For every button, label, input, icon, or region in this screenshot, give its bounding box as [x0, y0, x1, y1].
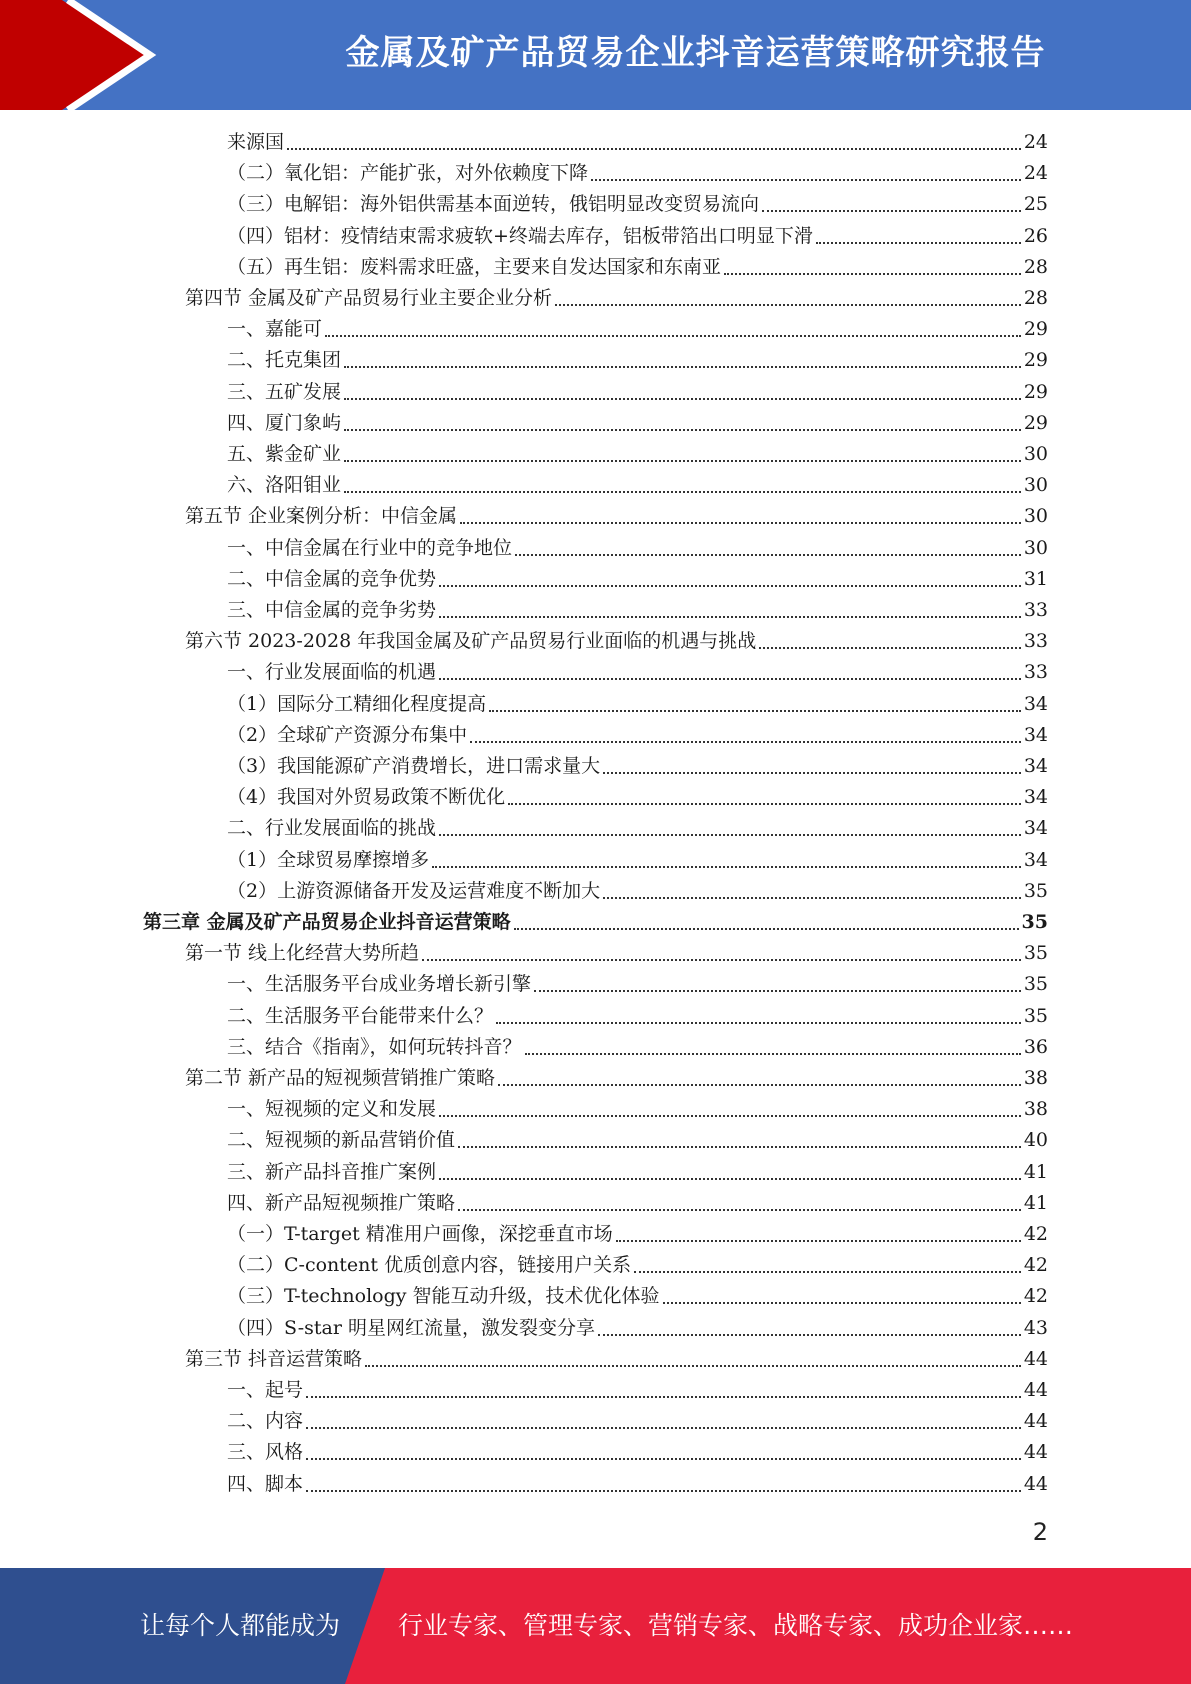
toc-entry-page: 36 — [1023, 1035, 1048, 1058]
toc-entry-page: 34 — [1023, 692, 1048, 715]
toc-leader-dots — [365, 1365, 1021, 1367]
toc-leader-dots — [344, 366, 1021, 368]
toc-entry[interactable] — [227, 876, 1048, 907]
toc-entry-page: 42 — [1023, 1285, 1048, 1308]
toc-entry-page: 43 — [1023, 1316, 1048, 1339]
toc-entry-label: 二、短视频的新品营销价值 — [227, 1129, 456, 1152]
toc-leader-dots — [458, 1146, 1021, 1148]
toc-leader-dots — [759, 647, 1021, 649]
toc-entry-page: 35 — [1021, 911, 1048, 933]
toc-entry-page: 44 — [1023, 1379, 1048, 1401]
toc-leader-dots — [603, 772, 1021, 774]
toc-entry[interactable] — [227, 1032, 1048, 1063]
toc-entry-page: 44 — [1023, 1347, 1048, 1370]
toc-leader-dots — [816, 242, 1021, 244]
toc-entry[interactable] — [227, 377, 1048, 408]
toc-entry-label: 五、紫金矿业 — [227, 443, 342, 465]
toc-leader-dots — [762, 210, 1021, 212]
toc-entry-page: 34 — [1023, 786, 1048, 809]
toc-entry[interactable] — [227, 1125, 1048, 1156]
toc-entry[interactable] — [227, 1001, 1048, 1032]
toc-entry[interactable] — [185, 626, 1048, 657]
toc-entry-label: 第六节 2023-2028 年我国金属及矿产品贸易行业面临的机遇与挑战 — [185, 630, 757, 653]
toc-entry-label: 一、起号 — [227, 1379, 304, 1401]
toc-entry-label: （二）C-content 优质创意内容，链接用户关系 — [227, 1254, 632, 1277]
toc-entry-page: 35 — [1023, 1004, 1048, 1027]
toc-leader-dots — [344, 429, 1021, 431]
toc-entry-page: 29 — [1023, 380, 1048, 403]
toc-entry-label: 二、行业发展面临的挑战 — [227, 817, 437, 840]
toc-entry-page: 38 — [1023, 1098, 1048, 1121]
toc-entry[interactable] — [227, 345, 1048, 376]
toc-leader-dots — [344, 491, 1021, 493]
toc-entry[interactable] — [185, 1344, 1048, 1375]
toc-entry-label: （五）再生铝：废料需求旺盛，主要来自发达国家和东南亚 — [227, 255, 722, 278]
toc-entry[interactable] — [227, 127, 1048, 158]
toc-leader-dots — [439, 834, 1021, 836]
toc-entry-label: 三、中信金属的竞争劣势 — [227, 599, 437, 621]
toc-entry-page: 30 — [1023, 443, 1048, 465]
toc-entry-page: 40 — [1023, 1129, 1048, 1152]
toc-entry-page: 41 — [1023, 1160, 1048, 1183]
toc-entry-label: 三、结合《指南》，如何玩转抖音？ — [227, 1035, 522, 1058]
toc-entry-label: 一、嘉能可 — [227, 318, 323, 341]
toc-entry-page: 28 — [1023, 255, 1048, 278]
document-title: 金属及矿产品贸易企业抖音运营策略研究报告 — [345, 33, 1046, 73]
toc-entry-label: （1）国际分工精细化程度提高 — [227, 692, 487, 715]
toc-entry[interactable] — [227, 751, 1048, 782]
toc-leader-dots — [496, 1022, 1021, 1024]
toc-entry-page: 30 — [1023, 505, 1048, 528]
toc-entry-label: 第一节 线上化经营大势所趋 — [185, 942, 420, 965]
toc-entry-page: 30 — [1023, 474, 1048, 497]
toc-leader-dots — [634, 1271, 1021, 1273]
toc-entry[interactable] — [185, 283, 1048, 314]
toc-leader-dots — [555, 304, 1021, 306]
toc-entry[interactable] — [227, 1281, 1048, 1312]
toc-entry-label: 第三章 金属及矿产品贸易企业抖音运营策略 — [143, 911, 511, 933]
footer-slogan-right: 行业专家、管理专家、营销专家、战略专家、成功企业家…… — [398, 1611, 1074, 1640]
toc-leader-dots — [515, 554, 1021, 556]
toc-entry[interactable] — [185, 938, 1048, 969]
toc-entry-page: 24 — [1023, 131, 1048, 153]
toc-entry[interactable] — [227, 1313, 1048, 1344]
toc-entry[interactable] — [227, 470, 1048, 501]
toc-entry-page: 31 — [1023, 567, 1048, 590]
toc-entry[interactable] — [227, 533, 1048, 564]
toc-leader-dots — [287, 148, 1021, 150]
toc-entry[interactable] — [227, 782, 1048, 813]
page-footer — [0, 1568, 1191, 1684]
toc-entry-page: 30 — [1023, 536, 1048, 559]
toc-leader-dots — [470, 741, 1021, 743]
toc-leader-dots — [325, 335, 1021, 337]
toc-entry[interactable] — [227, 813, 1048, 844]
toc-entry-page: 33 — [1023, 661, 1048, 684]
toc-entry-label: （三）电解铝：海外铝供需基本面逆转，俄铝明显改变贸易流向 — [227, 193, 760, 216]
toc-entry-page: 44 — [1023, 1410, 1048, 1433]
toc-leader-dots — [439, 585, 1021, 587]
toc-entry-page: 28 — [1023, 287, 1048, 309]
toc-entry-page: 38 — [1023, 1067, 1048, 1089]
toc-entry-page: 29 — [1023, 411, 1048, 434]
toc-entry[interactable] — [143, 907, 1048, 938]
toc-leader-dots — [489, 710, 1021, 712]
toc-leader-dots — [432, 866, 1021, 868]
toc-entry[interactable] — [227, 1406, 1048, 1437]
toc-entry[interactable] — [227, 1157, 1048, 1188]
toc-entry-page: 35 — [1023, 879, 1048, 902]
toc-entry-label: 二、生活服务平台能带来什么？ — [227, 1004, 494, 1027]
toc-entry-label: （2）上游资源储备开发及运营难度不断加大 — [227, 879, 601, 902]
toc-leader-dots — [508, 803, 1021, 805]
toc-entry-label: 一、行业发展面临的机遇 — [227, 661, 437, 684]
toc-entry-label: 第二节 新产品的短视频营销推广策略 — [185, 1067, 496, 1089]
toc-entry-label: 二、内容 — [227, 1410, 304, 1433]
toc-leader-dots — [344, 398, 1021, 400]
toc-leader-dots — [663, 1302, 1021, 1304]
toc-entry[interactable] — [227, 1469, 1048, 1500]
toc-entry-label: 来源国 — [227, 131, 285, 153]
toc-entry-page: 41 — [1023, 1191, 1048, 1214]
toc-leader-dots — [422, 959, 1021, 961]
toc-entry-label: （四）S-star 明星网红流量，激发裂变分享 — [227, 1316, 595, 1339]
toc-entry[interactable] — [227, 657, 1048, 688]
toc-leader-dots — [525, 1053, 1021, 1055]
toc-entry-label: 六、洛阳钼业 — [227, 474, 342, 497]
toc-entry[interactable] — [227, 595, 1048, 626]
footer-slogan-left: 让每个人都能成为 — [140, 1611, 341, 1640]
toc-leader-dots — [498, 1084, 1021, 1086]
toc-entry-page: 35 — [1023, 973, 1048, 996]
toc-entry-label: 三、新产品抖音推广案例 — [227, 1160, 437, 1183]
toc-leader-dots — [724, 273, 1021, 275]
toc-leader-dots — [439, 1178, 1021, 1180]
toc-entry-label: （1）全球贸易摩擦增多 — [227, 848, 430, 871]
toc-entry-label: 四、厦门象屿 — [227, 411, 342, 434]
toc-entry[interactable] — [227, 1188, 1048, 1219]
toc-leader-dots — [439, 1115, 1021, 1117]
toc-entry-label: （四）铝材：疫情结束需求疲软+终端去库存，铝板带箔出口明显下滑 — [227, 224, 813, 247]
toc-entry-page: 34 — [1023, 817, 1048, 840]
toc-entry-page: 34 — [1023, 723, 1048, 746]
toc-entry-page: 24 — [1023, 162, 1048, 185]
toc-entry[interactable] — [227, 252, 1048, 283]
toc-entry[interactable] — [227, 439, 1048, 470]
toc-leader-dots — [306, 1458, 1021, 1460]
toc-entry[interactable] — [227, 969, 1048, 1000]
toc-leader-dots — [514, 928, 1019, 930]
toc-leader-dots — [598, 1334, 1021, 1336]
toc-entry-page: 34 — [1023, 755, 1048, 777]
toc-entry[interactable] — [227, 158, 1048, 189]
toc-entry-label: 第五节 企业案例分析：中信金属 — [185, 505, 458, 528]
toc-entry-page: 34 — [1023, 848, 1048, 871]
toc-entry-label: 一、中信金属在行业中的竞争地位 — [227, 536, 513, 559]
toc-entry[interactable] — [227, 1437, 1048, 1468]
toc-entry[interactable] — [227, 221, 1048, 252]
toc-entry-label: 第四节 金属及矿产品贸易行业主要企业分析 — [185, 287, 553, 309]
toc-entry-label: （二）氧化铝：产能扩张，对外依赖度下降 — [227, 162, 589, 185]
toc-entry-label: （三）T-technology 智能互动升级，技术优化体验 — [227, 1285, 660, 1308]
toc-entry-page: 42 — [1023, 1254, 1048, 1277]
toc-leader-dots — [439, 616, 1021, 618]
toc-entry[interactable] — [227, 1250, 1048, 1281]
toc-entry-label: （4）我国对外贸易政策不断优化 — [227, 786, 506, 809]
toc-leader-dots — [616, 1240, 1021, 1242]
toc-entry[interactable] — [227, 689, 1048, 720]
toc-leader-dots — [460, 522, 1021, 524]
toc-entry-page: 33 — [1023, 599, 1048, 621]
toc-entry-label: 四、脚本 — [227, 1472, 304, 1495]
toc-entry-page: 29 — [1023, 318, 1048, 341]
toc-leader-dots — [534, 990, 1021, 992]
toc-entry[interactable] — [227, 564, 1048, 595]
toc-entry-page: 33 — [1023, 630, 1048, 653]
toc-entry-label: （一）T-target 精准用户画像，深挖垂直市场 — [227, 1223, 613, 1245]
page-number: 2 — [1032, 1518, 1048, 1546]
toc-entry-label: 四、新产品短视频推广策略 — [227, 1191, 456, 1214]
toc-leader-dots — [344, 460, 1021, 462]
toc-entry[interactable] — [227, 720, 1048, 751]
toc-entry[interactable] — [227, 845, 1048, 876]
toc-entry-label: （2）全球矿产资源分布集中 — [227, 723, 468, 746]
toc-leader-dots — [603, 897, 1021, 899]
toc-leader-dots — [306, 1396, 1021, 1398]
toc-entry-label: 三、风格 — [227, 1441, 304, 1464]
toc-entry-label: 第三节 抖音运营策略 — [185, 1347, 363, 1370]
toc-entry[interactable] — [227, 189, 1048, 220]
toc-entry-page: 26 — [1023, 224, 1048, 247]
toc-leader-dots — [306, 1427, 1021, 1429]
toc-entry-label: （3）我国能源矿产消费增长，进口需求量大 — [227, 755, 601, 777]
toc-entry-label: 三、五矿发展 — [227, 380, 342, 403]
toc-entry-label: 二、托克集团 — [227, 349, 342, 372]
toc-leader-dots — [439, 678, 1021, 680]
toc-entry[interactable] — [227, 1094, 1048, 1125]
toc-entry-page: 25 — [1023, 193, 1048, 216]
toc-entry[interactable] — [185, 1063, 1048, 1094]
page-header — [0, 0, 1191, 110]
toc-entry-label: 二、中信金属的竞争优势 — [227, 567, 437, 590]
toc-leader-dots — [591, 179, 1021, 181]
toc-entry[interactable] — [227, 408, 1048, 439]
toc-entry-page: 44 — [1023, 1441, 1048, 1464]
toc-entry[interactable] — [227, 1375, 1048, 1406]
toc-entry-label: 一、生活服务平台成业务增长新引擎 — [227, 973, 532, 996]
toc-entry[interactable] — [185, 501, 1048, 532]
toc-leader-dots — [306, 1490, 1021, 1492]
toc-leader-dots — [458, 1209, 1021, 1211]
toc-entry-page: 42 — [1023, 1223, 1048, 1245]
toc-entry-label: 一、短视频的定义和发展 — [227, 1098, 437, 1121]
toc-entry-page: 29 — [1023, 349, 1048, 372]
toc-entry-page: 44 — [1023, 1472, 1048, 1495]
toc-entry[interactable] — [227, 1219, 1048, 1250]
toc-entry-page: 35 — [1023, 942, 1048, 965]
toc-entry[interactable] — [227, 314, 1048, 345]
